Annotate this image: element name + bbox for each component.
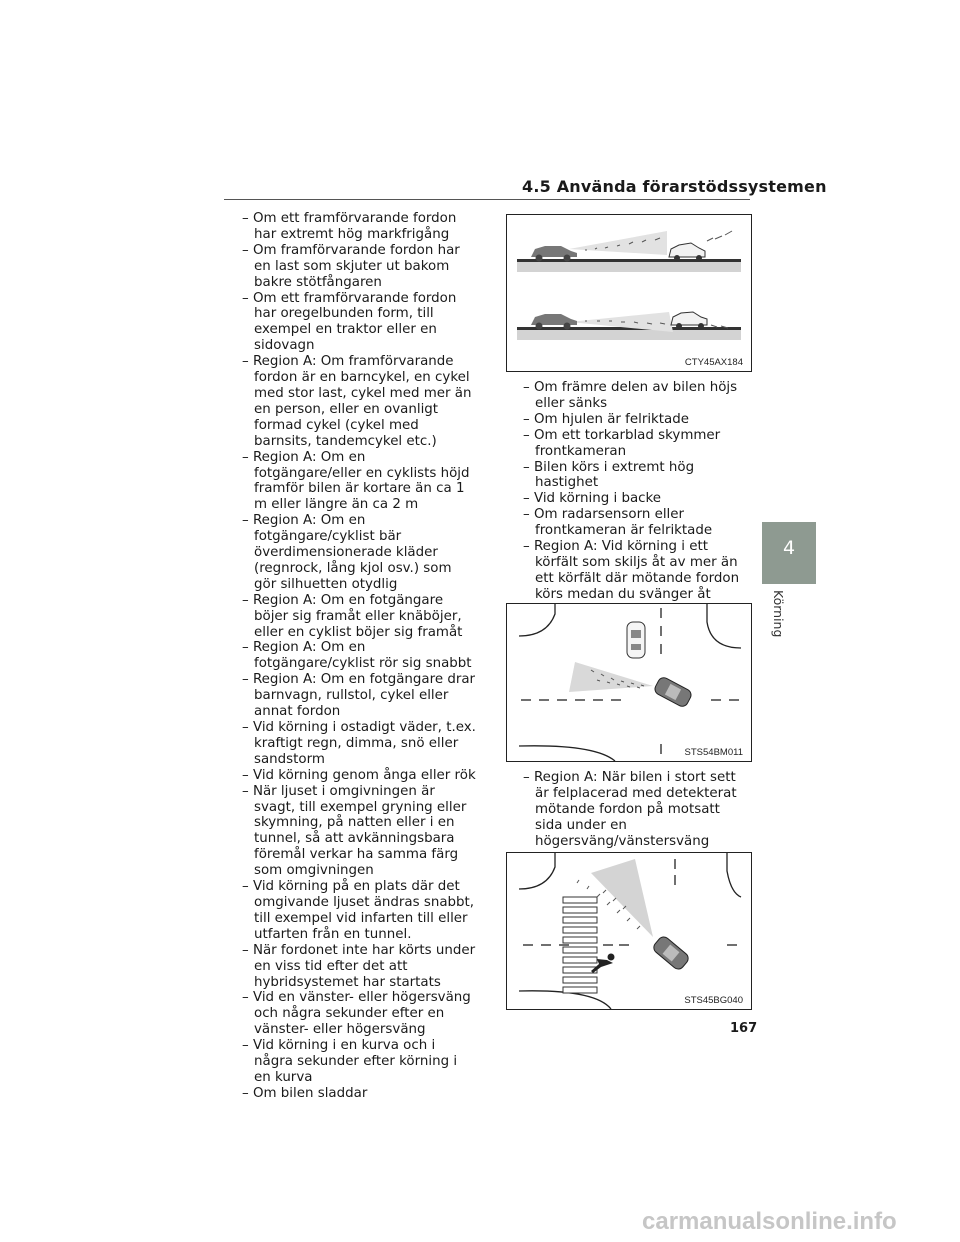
figure-crosswalk-pedestrian <box>506 852 752 1010</box>
figure-code: STS54BM011 <box>684 747 743 758</box>
list-item: – Region A: Om en fotgängare drar barnvagn, rullstol, cykel eller annat fordon <box>242 672 476 720</box>
chapter-number: 4 <box>782 537 796 559</box>
figure-code: STS45BG040 <box>684 995 743 1006</box>
list-item: – Vid körning i ostadigt väder, t.ex. kraftigt regn, dimma, snö eller sandstorm <box>242 720 476 767</box>
chapter-label <box>772 590 792 650</box>
list-item: – Region A: Om en fotgängare böjer sig framåt eller knäböjer, eller en cyklist böjer sig framåt <box>242 592 463 640</box>
intersection-turn-illustration <box>507 604 751 761</box>
right-column-lower <box>523 770 747 850</box>
list-item: – Region A: Vid körning i ett körfält som skiljs åt av mer än ett körfält där mötande fordon körs medan du svänger åt <box>523 539 740 602</box>
list-item: – Vid körning i en kurva och i några sekunder efter körning i en kurva <box>242 1038 458 1085</box>
list-item: – Om ett framförvarande fordon har oregelbunden form, till exempel en traktor eller en sidovagn <box>242 290 457 354</box>
list-item: – Region A: Om en fotgängare/cyklist rör sig snabbt <box>242 640 472 672</box>
list-item: – Om ett torkarblad skymmer frontkameran <box>523 427 721 459</box>
list-item: – Region A: När bilen i stort sett är felplacerad med detekterat mötande fordon på motsatt sida under en högersväng/vänstersväng <box>523 770 737 849</box>
list-item: – Vid en vänster- eller högersväng och några sekunder efter en vänster- eller högersväng <box>242 990 471 1038</box>
chapter-tab <box>762 522 816 584</box>
list-item: – Vid körning genom ånga eller rök <box>242 767 476 783</box>
list-item: – Vid körning i backe <box>523 491 662 507</box>
header-divider <box>224 199 750 200</box>
list-item: – Om främre delen av bilen höjs eller sänks <box>523 380 738 411</box>
list-item: – Om bilen sladdar <box>242 1085 368 1101</box>
figure-intersection-turn <box>506 603 752 762</box>
list-item: – Vid körning på en plats där det omgivande ljuset ändras snabbt, till exempel vid infarten till eller utfarten från en tunnel. <box>242 879 475 942</box>
list-item: – Om framförvarande fordon har en last som skjuter ut bakom bakre stötfångaren <box>242 242 460 290</box>
crosswalk-pedestrian-illustration <box>507 853 751 1009</box>
page-number: 167 <box>730 1021 758 1036</box>
list-item: – När ljuset i omgivningen är svagt, till exempel gryning eller skymning, på natten eller i en tunnel, så att avkänningsbara föremål verkar ha samma färg som omgivningen <box>242 783 467 879</box>
footer-watermark: carmanualsonline.info <box>642 1208 897 1235</box>
list-item: – Om hjulen är felriktade <box>523 411 690 427</box>
list-item: – Region A: Om framförvarande fordon är en barncykel, en cykel med stor last, cykel med mer än en person, eller en ovanligt formad cykel (cykel med barnsits, tandemcykel etc.) <box>242 354 472 449</box>
left-column <box>242 211 476 1102</box>
chapter-label-text: Körning <box>771 590 786 638</box>
right-column-upper <box>523 380 747 619</box>
list-item: – När fordonet inte har körts under en viss tid efter det att hybridsystemet har startats <box>242 942 476 990</box>
list-item: – Om ett framförvarande fordon har extremt hög markfrigång <box>242 211 457 242</box>
following-cars-illustration <box>507 215 751 371</box>
figure-code: CTY45AX184 <box>684 357 743 368</box>
section-title: 4.5 Använda förarstödssystemen <box>522 177 827 196</box>
list-item: – Om radarsensorn eller frontkameran är felriktade <box>523 507 713 539</box>
list-item: – Region A: Om en fotgängare/eller en cyklists höjd framför bilen är kortare än ca 1 m eller längre än ca 2 m <box>242 449 470 513</box>
list-item: – Bilen körs i extremt hög hastighet <box>523 459 695 491</box>
figure-following-cars <box>506 214 752 372</box>
list-item: – Region A: Om en fotgängare/cyklist bär överdimensionerade kläder (regnrock, lång kjol osv.) som gör silhuetten otydlig <box>242 513 452 592</box>
